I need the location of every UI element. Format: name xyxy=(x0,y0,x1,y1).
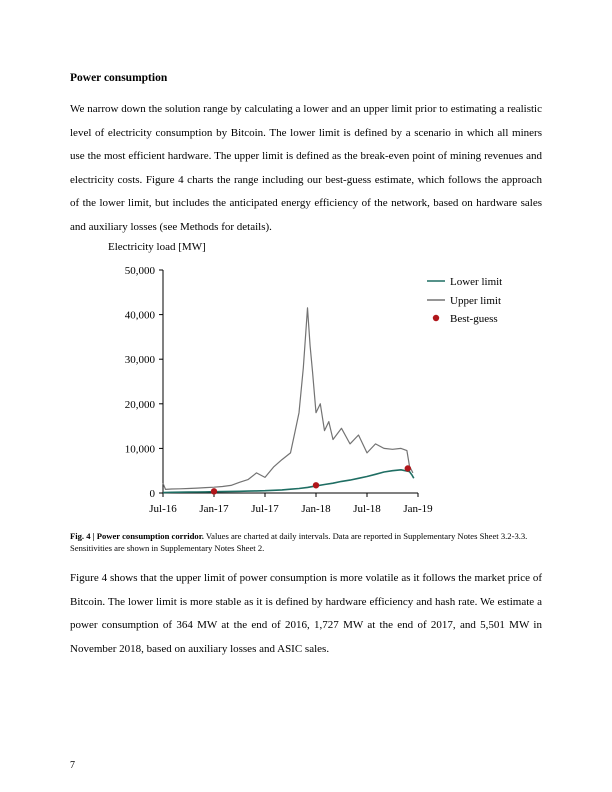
legend-label: Best-guess xyxy=(450,313,498,325)
page-number: 7 xyxy=(70,760,75,771)
caption-text: Values are charted at daily intervals. Data are reported in Supplementary Notes Sheet 3.2-3.3. Sensitivities are shown in Supplementary Notes Sheet 2. xyxy=(70,531,528,553)
x-tick-label: Jul-17 xyxy=(251,503,279,515)
results-paragraph: Figure 4 shows that the upper limit of power consumption is more volatile as it follows the market price of Bitcoin. The lower limit is more stable as it is defined by hardware efficiency and hash rate. We estimate a power consumption of 364 MW at the end of 2016, 1,727 MW at the end of 2017, and 5,501 MW in November 2018, based on auxiliary losses and ASIC sales. xyxy=(70,572,542,655)
y-tick-label: 50,000 xyxy=(124,265,155,277)
best-guess-point xyxy=(405,465,411,471)
y-tick-label: 20,000 xyxy=(124,398,155,411)
axes xyxy=(163,270,418,493)
y-tick-label: 10,000 xyxy=(124,443,155,456)
lower-limit-line xyxy=(163,470,414,493)
y-tick-label: 40,000 xyxy=(124,309,155,322)
x-tick-label: Jan-17 xyxy=(199,503,229,515)
legend-label: Lower limit xyxy=(450,276,503,288)
section-heading: Power consumption xyxy=(70,72,168,84)
y-axis-label: Electricity load [MW] xyxy=(108,241,206,253)
legend-swatch xyxy=(433,315,439,321)
x-tick-label: Jan-18 xyxy=(301,503,331,515)
x-tick-label: Jul-18 xyxy=(353,503,381,515)
series-layer xyxy=(163,308,414,495)
x-tick-label: Jan-19 xyxy=(403,503,433,515)
legend xyxy=(427,276,502,325)
power-consumption-chart xyxy=(100,234,520,524)
y-tick-label: 0 xyxy=(149,488,155,500)
y-tick-label: 30,000 xyxy=(124,354,155,367)
x-tick-label: Jul-16 xyxy=(149,503,177,515)
caption-label: Fig. 4 | Power consumption corridor. xyxy=(70,531,204,541)
x-ticks xyxy=(149,493,433,515)
y-ticks xyxy=(125,265,163,500)
legend-label: Upper limit xyxy=(450,295,502,307)
figure-caption xyxy=(70,530,540,554)
best-guess-point xyxy=(313,482,319,488)
best-guess-point xyxy=(211,488,217,494)
upper-limit-line xyxy=(163,308,413,490)
intro-paragraph: We narrow down the solution range by calculating a lower and an upper limit prior to estimating a realistic level of electricity consumption by Bitcoin. The lower limit is defined by a scenario in which all miners use the most efficient hardware. The upper limit is defined as the break-even point of mining revenues and electricity costs. Figure 4 charts the range including our best-guess estimate, which follows the approach of the lower limit, but includes the anticipated energy efficiency of the network, based on hardware sales and auxiliary losses (see Methods for details). xyxy=(70,103,542,233)
